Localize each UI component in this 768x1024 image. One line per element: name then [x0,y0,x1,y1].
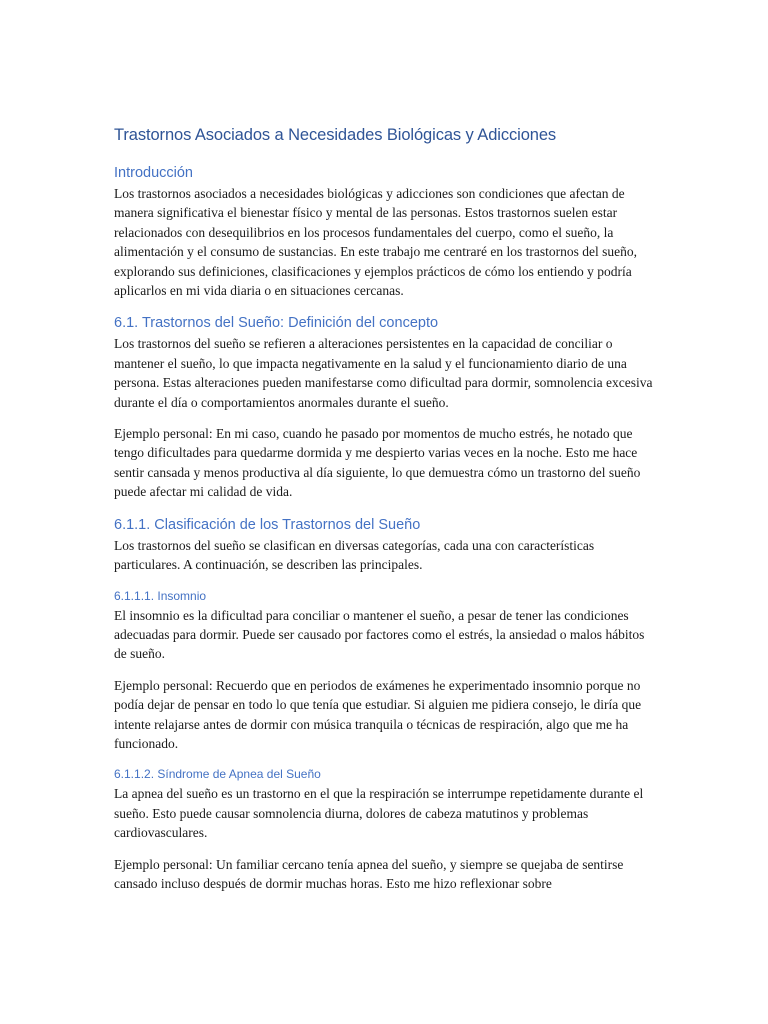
heading-section-6-1-1: 6.1.1. Clasificación de los Trastornos del Sueño [114,516,421,533]
paragraph-section-6-1-example: Ejemplo personal: En mi caso, cuando he pasado por momentos de mucho estrés, he notado que tengo dificultades para quedarme dormida y me despierto varias veces en la noche. Esto me hace sentir cansada y menos productiva al día siguiente, lo que demuestra cómo un trastorno del sueño puede afectar mi calidad de vida. [114,426,641,500]
paragraph-section-6-1-1: Los trastornos del sueño se clasifican en diversas categorías, cada una con características particulares. A continuación, se describen las principales. [114,537,595,573]
heading-section-6-1-1-1: 6.1.1.1. Insomnio [114,588,207,603]
paragraph-section-6-1-1-1: El insomnio es la dificultad para conciliar o mantener el sueño, a pesar de tener las condiciones adecuadas para dormir. Puede ser causado por factores como el estrés, la ansiedad o malos hábitos de sueño. [114,607,645,662]
paragraph-introduction: Los trastornos asociados a necesidades biológicas y adicciones son condiciones que afectan de manera significativa el bienestar físico y mental de las personas. Estos trastornos suelen estar relacionados con desequilibrios en los procesos fundamentales del cuerpo, como el sueño, la alimentación y el consumo de sustancias. En este trabajo me centraré en los trastornos del sueño, explorando sus definiciones, clasificaciones y ejemplos prácticos de cómo los entiendo y podría aplicarlos en mi vida diaria o en situaciones cercanas. [114,186,637,299]
document-title: Trastornos Asociados a Necesidades Biológicas y Adicciones [114,126,557,144]
paragraph-section-6-1: Los trastornos del sueño se refieren a alteraciones persistentes en la capacidad de conciliar o mantener el sueño, lo que impacta negativamente en la salud y el funcionamiento diario de una persona. Estas alteraciones pueden manifestarse como dificultad para dormir, somnolencia excesiva durante el día o comportamientos anormales durante el sueño. [114,336,653,410]
heading-introduction: Introducción [114,165,193,181]
paragraph-section-6-1-1-1-example: Ejemplo personal: Recuerdo que en periodos de exámenes he experimentado insomnio porque no podía dejar de pensar en todo lo que tenía que estudiar. Si alguien me pidiera consejo, le diría que intente relajarse antes de dormir con música tranquila o técnicas de respiración, algo que me ha funcionado. [114,677,642,751]
heading-section-6-1: 6.1. Trastornos del Sueño: Definición del concepto [114,315,439,332]
heading-section-6-1-1-2: 6.1.1.2. Síndrome de Apnea del Sueño [114,767,321,782]
document-page [114,122,654,905]
paragraph-section-6-1-1-2: La apnea del sueño es un trastorno en el que la respiración se interrumpe repetidamente durante el sueño. Esto puede causar somnolencia diurna, dolores de cabeza matutinos y problemas cardiovasculares. [114,786,644,841]
paragraph-section-6-1-1-2-example: Ejemplo personal: Un familiar cercano tenía apnea del sueño, y siempre se quejaba de sentirse cansado incluso después de dormir muchas horas. Esto me hizo reflexionar sobre [114,856,624,891]
